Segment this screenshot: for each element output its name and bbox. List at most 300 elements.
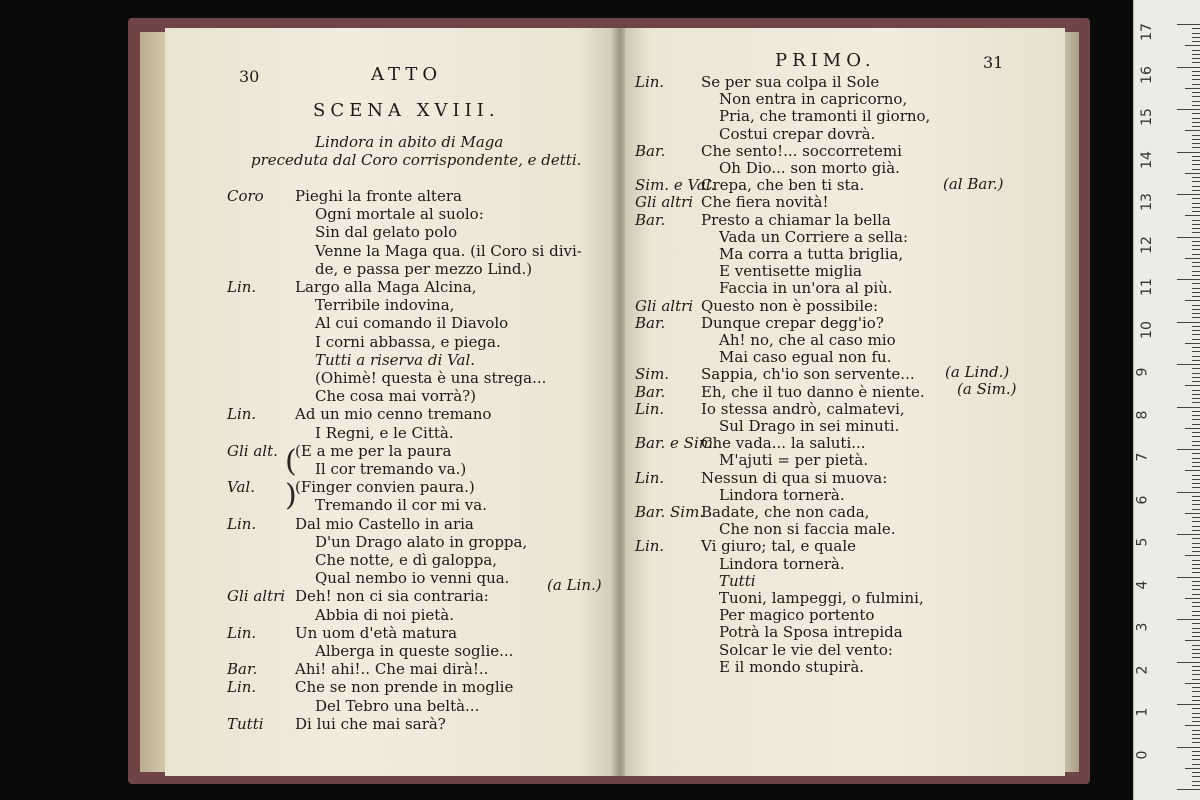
ruler-tick [1192,37,1200,38]
ruler-tick [1192,551,1200,552]
ruler-number: 10 [1138,320,1155,339]
ruler-tick [1192,436,1200,437]
verse-line: Lindora tornerà. [719,485,845,504]
ruler-tick [1192,326,1200,327]
stage-direction-line-1: Lindora in abito di Maga [315,133,504,151]
verse-line: Dunque crepar degg'io? [701,313,884,332]
ruler-tick [1177,322,1200,323]
ruler-tick [1192,79,1200,80]
verse-line: D'un Drago alato in groppa, [315,532,528,551]
ruler-tick [1192,71,1200,72]
ruler-tick [1192,50,1200,51]
ruler-tick [1192,487,1200,488]
ruler-tick [1192,309,1200,310]
ruler-tick [1192,649,1200,650]
speaker-label: Gli alt. [227,441,278,460]
ruler-number: 4 [1134,580,1151,589]
ruler-tick [1192,118,1200,119]
speaker-label: Val. [227,478,255,497]
ruler-tick [1192,398,1200,399]
verse-line: Al cui comando il Diavolo [315,314,509,333]
ruler-tick [1185,640,1200,641]
ruler-tick [1192,543,1200,544]
speaker-label: Sim. e Val. [635,176,716,195]
speaker-label: Lin. [635,468,665,487]
ruler-tick [1185,215,1200,216]
ruler-tick [1192,381,1200,382]
verse-line: Ogni mortale al suolo: [315,205,484,224]
verse-line: Che cosa mai vorrà?) [315,387,477,406]
ruler-tick [1192,424,1200,425]
ruler-tick [1192,581,1200,582]
ruler-tick [1192,466,1200,467]
verse-line: Lindora tornerà. [719,554,845,573]
ruler-number: 2 [1134,665,1151,674]
ruler-number: 3 [1134,622,1151,632]
ruler-tick [1185,130,1200,131]
ruler-tick [1192,156,1200,157]
ruler-tick [1177,24,1200,25]
ruler-tick [1192,691,1200,692]
right-page [625,28,1065,776]
ruler-tick [1192,245,1200,246]
ruler-number: 16 [1138,65,1155,84]
ruler-tick [1192,458,1200,459]
verse-line: Un uom d'età matura [295,623,458,642]
verse-line: Venne la Maga qua. (il Coro si divi- [315,241,582,260]
ruler-tick [1192,164,1200,165]
verse-line: Solcar le vie del vento: [719,640,893,659]
verse-line: Non entra in capricorno, [719,90,908,109]
verse-line: M'ajuti = per pietà. [719,451,869,470]
ruler-number: 8 [1134,410,1151,419]
speaker-label: Bar. [635,141,666,160]
ruler-tick [1192,169,1200,170]
ruler-tick [1192,526,1200,527]
speaker-label: Bar. [227,660,258,679]
ruler-number: 9 [1134,367,1151,377]
ruler-tick [1192,496,1200,497]
ruler-tick [1192,288,1200,289]
verse-line: Che fiera novità! [701,193,829,212]
ruler-tick [1192,283,1200,284]
ruler-tick [1185,173,1200,174]
verse-line: Faccia in un'ora al più. [719,279,893,298]
ruler-tick [1192,738,1200,739]
ruler-tick [1192,441,1200,442]
ruler-tick [1192,687,1200,688]
speaker-label: Sim. [635,365,670,384]
ruler-tick [1192,292,1200,293]
ruler-tick [1192,674,1200,675]
ruler-tick [1192,509,1200,510]
speaker-label: Bar. e Sim. [635,434,718,453]
ruler-tick [1192,611,1200,612]
ruler-tick [1177,237,1200,238]
verse-line: Che notte, e dì galoppa, [315,551,498,569]
ruler-tick [1192,589,1200,590]
ruler-tick [1192,394,1200,395]
ruler-tick [1192,432,1200,433]
ruler-tick [1192,271,1200,272]
ruler-tick [1192,105,1200,106]
speaker-label: Lin. [635,537,665,556]
verse-line: Tremando il cor mi va. [315,496,487,515]
ruler-tick [1192,351,1200,352]
left-page [165,28,615,776]
page-number-right: 31 [983,53,1004,72]
verse-line: Per magico portento [719,606,875,625]
ruler-tick [1192,606,1200,607]
ruler-tick [1192,402,1200,403]
ruler-tick [1192,479,1200,480]
verse-line: Abbia di noi pietà. [315,605,454,624]
ruler-tick [1192,262,1200,263]
ruler-tick [1192,755,1200,756]
ruler-tick [1192,360,1200,361]
ruler-tick [1185,258,1200,259]
ruler-tick [1192,224,1200,225]
ruler-tick [1185,428,1200,429]
ruler-tick [1185,343,1200,344]
speaker-label: Gli altri [227,587,286,606]
verse-line: Che sento!... soccorretemi [701,141,902,160]
verse-line: Se per sua colpa il Sole [701,73,880,91]
ruler-tick [1192,181,1200,182]
ruler-tick [1192,190,1200,191]
ruler-tick [1192,135,1200,136]
ruler-tick [1192,623,1200,624]
verse-line: Deh! non ci sia contraria: [295,587,489,606]
ruler-tick [1177,152,1200,153]
verse-line: Mai caso egual non fu. [719,348,892,367]
aside-a-lind: (a Lind.) [945,363,1010,381]
aside-left: (a Lin.) [547,576,602,594]
ruler-tick [1192,764,1200,765]
scene-title: SCENA XVIII. [313,100,500,121]
ruler-tick [1192,776,1200,777]
measuring-ruler [1133,0,1200,800]
verse-line: Il cor tremando va.) [315,460,467,478]
verse-line: Vi giuro; tal, e quale [701,537,857,556]
ruler-tick [1185,768,1200,769]
speaker-label: Coro [227,187,264,205]
ruler-tick [1192,415,1200,416]
ruler-tick [1192,241,1200,242]
ruler-tick [1177,789,1200,790]
running-head-right: PRIMO. [775,50,876,71]
speaker-label: Gli altri [635,193,694,212]
verse-line: Costui crepar dovrà. [719,124,876,143]
speaker-label: Bar. [635,210,666,229]
ruler-tick [1192,521,1200,522]
ruler-tick [1192,560,1200,561]
ruler-tick [1192,594,1200,595]
ruler-tick [1192,708,1200,709]
ruler-tick [1177,492,1200,493]
speaker-label: Tutti [227,714,264,733]
ruler-tick [1192,517,1200,518]
ruler-tick [1192,628,1200,629]
ruler-tick [1192,347,1200,348]
verse-line: Di lui che mai sarà? [295,714,446,733]
ruler-tick [1192,62,1200,63]
ruler-tick [1192,228,1200,229]
ruler-tick [1177,194,1200,195]
speaker-label: Lin. [227,278,257,296]
verse-line: Largo alla Maga Alcina, [295,278,477,296]
ruler-tick [1177,534,1200,535]
verse-line: Alberga in queste soglie... [315,642,514,660]
ruler-number: 14 [1138,150,1155,169]
ruler-tick [1192,33,1200,34]
ruler-tick [1177,662,1200,663]
ruler-tick [1192,160,1200,161]
ruler-tick [1185,683,1200,684]
verse-line: I Regni, e le Città. [315,423,454,442]
ruler-tick [1185,300,1200,301]
ruler-tick [1192,734,1200,735]
verse-line: Sul Drago in sei minuti. [719,417,900,435]
speaker-label: Gli altri [635,296,694,315]
ruler-tick [1192,645,1200,646]
ruler-tick [1192,313,1200,314]
verse-line: Che non si faccia male. [719,520,896,539]
verse-line: Ahi! ahi!.. Che mai dirà!.. [295,660,489,679]
ruler-tick [1185,513,1200,514]
verse-line: Dal mio Castello in aria [295,514,474,533]
verse-line: Pieghi la fronte altera [295,187,462,205]
verse-line: Vada un Corriere a sella: [719,227,909,246]
ruler-tick [1192,700,1200,701]
ruler-tick [1192,101,1200,102]
ruler-tick [1185,598,1200,599]
ruler-tick [1192,679,1200,680]
verse-line: Tutti a riserva di Val. [315,350,476,369]
ruler-tick [1192,713,1200,714]
ruler-tick [1192,54,1200,55]
ruler-tick [1192,177,1200,178]
ruler-tick [1192,139,1200,140]
ruler-tick [1192,368,1200,369]
speaker-label: Lin. [227,405,257,424]
verse-line: Crepa, che ben ti sta. [701,176,865,195]
ruler-tick [1192,730,1200,731]
ruler-tick [1192,207,1200,208]
ruler-tick [1185,470,1200,471]
ruler-tick [1192,657,1200,658]
ruler-tick [1192,58,1200,59]
verse-line: Sin dal gelato polo [315,223,458,242]
ruler-tick [1192,339,1200,340]
ruler-tick [1192,330,1200,331]
ruler-number: 17 [1138,23,1155,41]
ruler-tick [1185,88,1200,89]
speaker-label: Lin. [227,623,257,642]
aside-al-bar: (al Bar.) [943,175,1004,193]
ruler-tick [1185,45,1200,46]
ruler-tick [1192,373,1200,374]
verse-line: de, e passa per mezzo Lind.) [315,259,533,278]
ruler-tick [1192,254,1200,255]
ruler-tick [1192,453,1200,454]
ruler-tick [1192,220,1200,221]
ruler-tick [1192,203,1200,204]
ruler-tick [1192,632,1200,633]
verse-line: Questo non è possibile: [701,296,879,315]
ruler-tick [1192,759,1200,760]
ruler-tick [1192,28,1200,29]
brace-top: ( [285,444,297,479]
ruler-tick [1192,296,1200,297]
ruler-tick [1192,377,1200,378]
ruler-tick [1177,109,1200,110]
ruler-tick [1192,785,1200,786]
ruler-tick [1177,747,1200,748]
ruler-tick [1192,721,1200,722]
ruler-tick [1177,67,1200,68]
speaker-label: Lin. [227,678,257,697]
verse-line: Ad un mio cenno tremano [295,405,492,424]
ruler-tick [1192,483,1200,484]
verse-line: Che se non prende in moglie [295,678,514,697]
ruler-tick [1192,670,1200,671]
speaker-label: Lin. [635,399,665,418]
ruler-number: 15 [1138,108,1155,126]
speaker-label: Lin. [635,73,665,91]
verse-line: (E a me per la paura [295,441,452,460]
verse-line: Badate, che non cada, [701,503,870,521]
ruler-tick [1192,538,1200,539]
speaker-label: Bar. [635,382,666,401]
ruler-tick [1192,585,1200,586]
ruler-tick [1192,211,1200,212]
ruler-tick [1192,602,1200,603]
verse-line: Del Tebro una beltà... [315,696,480,715]
ruler-tick [1192,751,1200,752]
ruler-tick [1177,704,1200,705]
ruler-tick [1177,619,1200,620]
ruler-tick [1177,577,1200,578]
ruler-tick [1192,75,1200,76]
ruler-tick [1177,449,1200,450]
verse-line: Tutti [719,571,756,590]
running-head-left: ATTO [371,64,443,85]
ruler-tick [1192,475,1200,476]
ruler-tick [1185,725,1200,726]
ruler-tick [1192,445,1200,446]
ruler-tick [1185,385,1200,386]
ruler-number: 13 [1138,193,1155,211]
ruler-tick [1192,696,1200,697]
ruler-tick [1177,407,1200,408]
ruler-number: 12 [1138,235,1155,254]
ruler-tick [1192,198,1200,199]
ruler-tick [1192,41,1200,42]
speaker-label: Bar. [635,313,666,332]
ruler-tick [1192,147,1200,148]
ruler-number: 6 [1134,495,1151,504]
ruler-tick [1192,113,1200,114]
ruler-tick [1192,462,1200,463]
ruler-tick [1192,636,1200,637]
ruler-tick [1192,615,1200,616]
verse-line: Presto a chiamar la bella [701,210,891,229]
ruler-tick [1192,742,1200,743]
ruler-tick [1192,568,1200,569]
verse-line: I corni abbassa, e piega. [315,332,501,351]
ruler-tick [1192,500,1200,501]
ruler-tick [1192,92,1200,93]
verse-line: Io stessa andrò, calmatevi, [701,399,905,418]
verse-line: Sappia, ch'io son servente... [701,365,915,384]
stage-direction-line-2: preceduta dal Coro corrispondente, e detti. [251,151,582,169]
page-number-left: 30 [239,67,260,86]
ruler-tick [1185,555,1200,556]
ruler-tick [1192,666,1200,667]
ruler-tick [1192,653,1200,654]
ruler-tick [1192,249,1200,250]
ruler-tick [1192,186,1200,187]
ruler-number: 7 [1134,452,1151,462]
aside-a-sim: (a Sim.) [957,380,1017,398]
verse-line: Oh Dio... son morto già. [719,159,900,177]
ruler-tick [1192,772,1200,773]
ruler-tick [1192,84,1200,85]
verse-line: Ah! no, che al caso mio [719,331,896,349]
ruler-tick [1192,96,1200,97]
verse-line: (Finger convien paura.) [295,478,475,497]
verse-line: Che vada... la saluti... [701,434,866,453]
ruler-tick [1192,504,1200,505]
ruler-tick [1192,317,1200,318]
ruler-tick [1192,275,1200,276]
ruler-tick [1192,143,1200,144]
ruler-tick [1192,530,1200,531]
ruler-tick [1192,717,1200,718]
ruler-tick [1192,419,1200,420]
ruler-number: 1 [1134,707,1151,717]
ruler-tick [1177,279,1200,280]
ruler-tick [1192,572,1200,573]
ruler-tick [1192,126,1200,127]
verse-line: Terribile indovina, [315,296,455,315]
ruler-tick [1192,781,1200,782]
ruler-tick [1192,305,1200,306]
ruler-tick [1192,334,1200,335]
ruler-tick [1192,411,1200,412]
ruler-tick [1192,564,1200,565]
speaker-label: Bar. Sim. [635,503,705,521]
ruler-tick [1192,122,1200,123]
ruler-tick [1192,390,1200,391]
ruler-number: 5 [1134,537,1151,547]
verse-line: Eh, che il tuo danno è niente. [701,382,925,401]
brace-bottom: ) [285,478,297,513]
ruler-number: 11 [1138,278,1155,296]
ruler-number: 0 [1134,750,1151,759]
verse-line: E il mondo stupirà. [719,657,865,676]
ruler-tick [1177,364,1200,365]
ruler-tick [1192,547,1200,548]
verse-line: (Ohimè! questa è una strega... [315,369,547,387]
verse-line: Potrà la Sposa intrepida [719,623,903,642]
verse-line: E ventisette miglia [719,262,862,281]
ruler-tick [1192,266,1200,267]
verse-line: Ma corra a tutta briglia, [719,245,904,263]
verse-line: Qual nembo io venni qua. [315,569,510,588]
verse-line: Pria, che tramonti il giorno, [719,107,931,126]
